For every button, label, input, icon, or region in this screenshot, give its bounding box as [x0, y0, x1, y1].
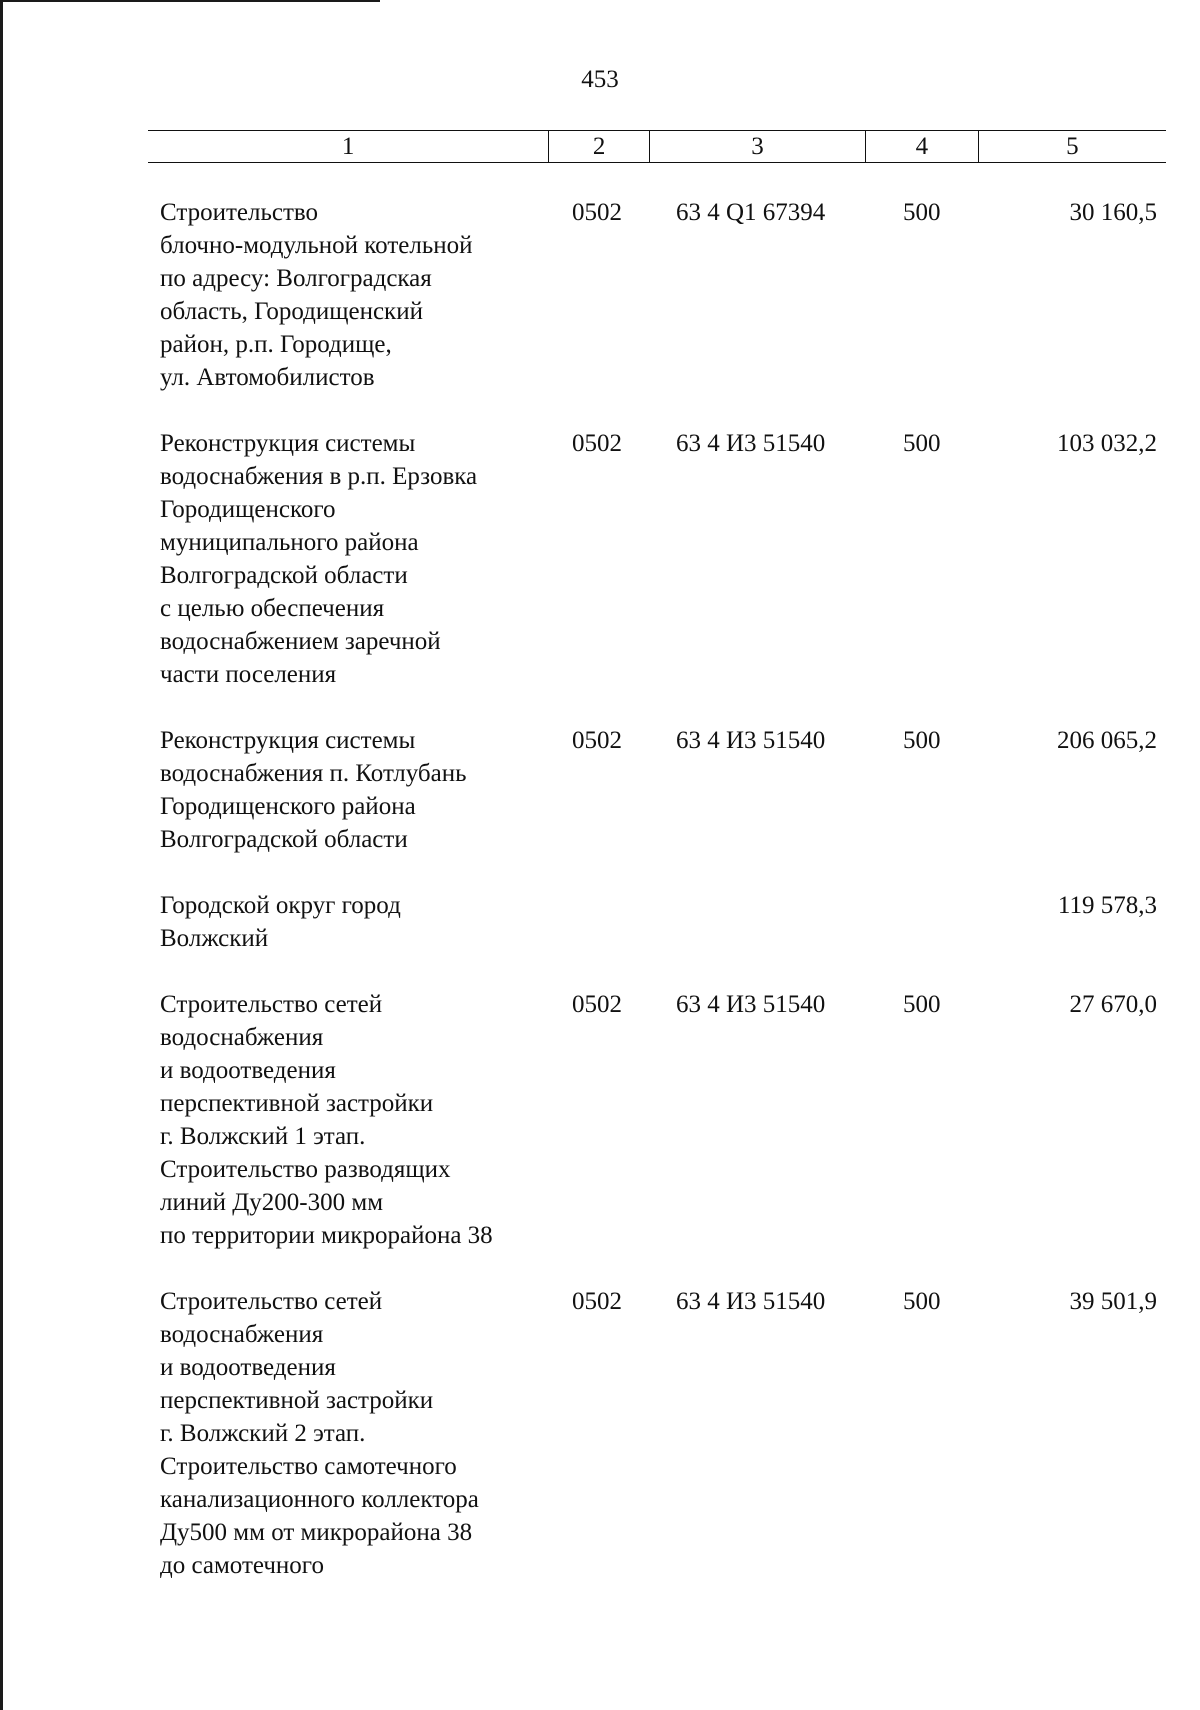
item-name-line: блочно-модульной котельной	[160, 232, 473, 259]
item-name-line: Городской округ город	[160, 892, 401, 919]
item-name	[160, 427, 540, 691]
amount: 39 501,9	[1069, 1288, 1157, 1315]
expense-type-code: 500	[903, 727, 941, 754]
item-name-line: по адресу: Волгоградская	[160, 265, 432, 292]
amount: 119 578,3	[1057, 892, 1157, 919]
amount: 206 065,2	[1057, 727, 1157, 754]
item-name-line: муниципального района	[160, 529, 419, 556]
item-name-line: Реконструкция системы	[160, 727, 416, 754]
column-header-table	[148, 130, 1166, 163]
section-code: 0502	[572, 199, 622, 226]
item-name-line: по территории микрорайона 38	[160, 1222, 493, 1249]
section-code: 0502	[572, 991, 622, 1018]
target-article-code: 63 4 Q1 67394	[676, 199, 826, 226]
item-name-line: водоснабжения в р.п. Ерзовка	[160, 463, 478, 490]
item-name-line: Строительство	[160, 199, 319, 226]
target-article-code: 63 4 И3 51540	[676, 1288, 826, 1315]
column-header: 5	[978, 131, 1166, 163]
table-body	[0, 196, 1200, 1582]
column-header: 4	[866, 131, 979, 163]
amount: 30 160,5	[1069, 199, 1157, 226]
item-name-line: Городищенского района	[160, 793, 416, 820]
table-row	[0, 1285, 1200, 1582]
item-name-line: части поселения	[160, 661, 337, 688]
item-name-line: Волгоградской области	[160, 826, 408, 853]
item-name-line: район, р.п. Городище,	[160, 331, 392, 358]
item-name-line: Городищенского	[160, 496, 336, 523]
column-header: 2	[549, 131, 650, 163]
item-name-line: Строительство самотечного	[160, 1453, 457, 1480]
scan-edge-top	[0, 0, 380, 2]
expense-type-code: 500	[903, 991, 941, 1018]
column-header: 1	[148, 131, 549, 163]
amount: 27 670,0	[1069, 991, 1157, 1018]
item-name-line: Ду500 мм от микрорайона 38	[160, 1519, 473, 1546]
item-name-line: линий Ду200-300 мм	[160, 1189, 384, 1216]
item-name-line: водоснабжения п. Котлубань	[160, 760, 467, 787]
section-code: 0502	[572, 430, 622, 457]
item-name-line: водоснабжением заречной	[160, 628, 441, 655]
item-name	[160, 889, 540, 955]
item-name-line: Волгоградской области	[160, 562, 408, 589]
item-name-line: Реконструкция системы	[160, 430, 416, 457]
amount: 103 032,2	[1057, 430, 1157, 457]
column-header: 3	[649, 131, 865, 163]
table-row	[0, 889, 1200, 955]
item-name-line: водоснабжения	[160, 1321, 324, 1348]
item-name-line: канализационного коллектора	[160, 1486, 479, 1513]
item-name	[160, 1285, 540, 1582]
item-name-line: водоснабжения	[160, 1024, 324, 1051]
target-article-code: 63 4 И3 51540	[676, 727, 826, 754]
target-article-code: 63 4 И3 51540	[676, 991, 826, 1018]
table-row	[0, 724, 1200, 856]
expense-type-code: 500	[903, 1288, 941, 1315]
expense-type-code: 500	[903, 430, 941, 457]
item-name-line: Строительство сетей	[160, 991, 383, 1018]
item-name-line: г. Волжский 1 этап.	[160, 1123, 366, 1150]
item-name	[160, 724, 540, 856]
item-name-line: перспективной застройки	[160, 1387, 434, 1414]
item-name-line: и водоотведения	[160, 1057, 336, 1084]
item-name-line: и водоотведения	[160, 1354, 336, 1381]
page-number: 453	[581, 66, 619, 93]
expense-type-code: 500	[903, 199, 941, 226]
item-name-line: Строительство разводящих	[160, 1156, 451, 1183]
item-name-line: Строительство сетей	[160, 1288, 383, 1315]
item-name-line: перспективной застройки	[160, 1090, 434, 1117]
table-row	[0, 196, 1200, 394]
item-name-line: с целью обеспечения	[160, 595, 385, 622]
column-header-row	[148, 131, 1166, 163]
item-name-line: Волжский	[160, 925, 269, 952]
item-name	[160, 196, 540, 394]
target-article-code: 63 4 И3 51540	[676, 430, 826, 457]
item-name-line: ул. Автомобилистов	[160, 364, 375, 391]
table-row	[0, 988, 1200, 1252]
section-code: 0502	[572, 727, 622, 754]
item-name	[160, 988, 540, 1252]
item-name-line: г. Волжский 2 этап.	[160, 1420, 366, 1447]
section-code: 0502	[572, 1288, 622, 1315]
item-name-line: до самотечного	[160, 1552, 324, 1579]
table-row	[0, 427, 1200, 691]
item-name-line: область, Городищенский	[160, 298, 423, 325]
